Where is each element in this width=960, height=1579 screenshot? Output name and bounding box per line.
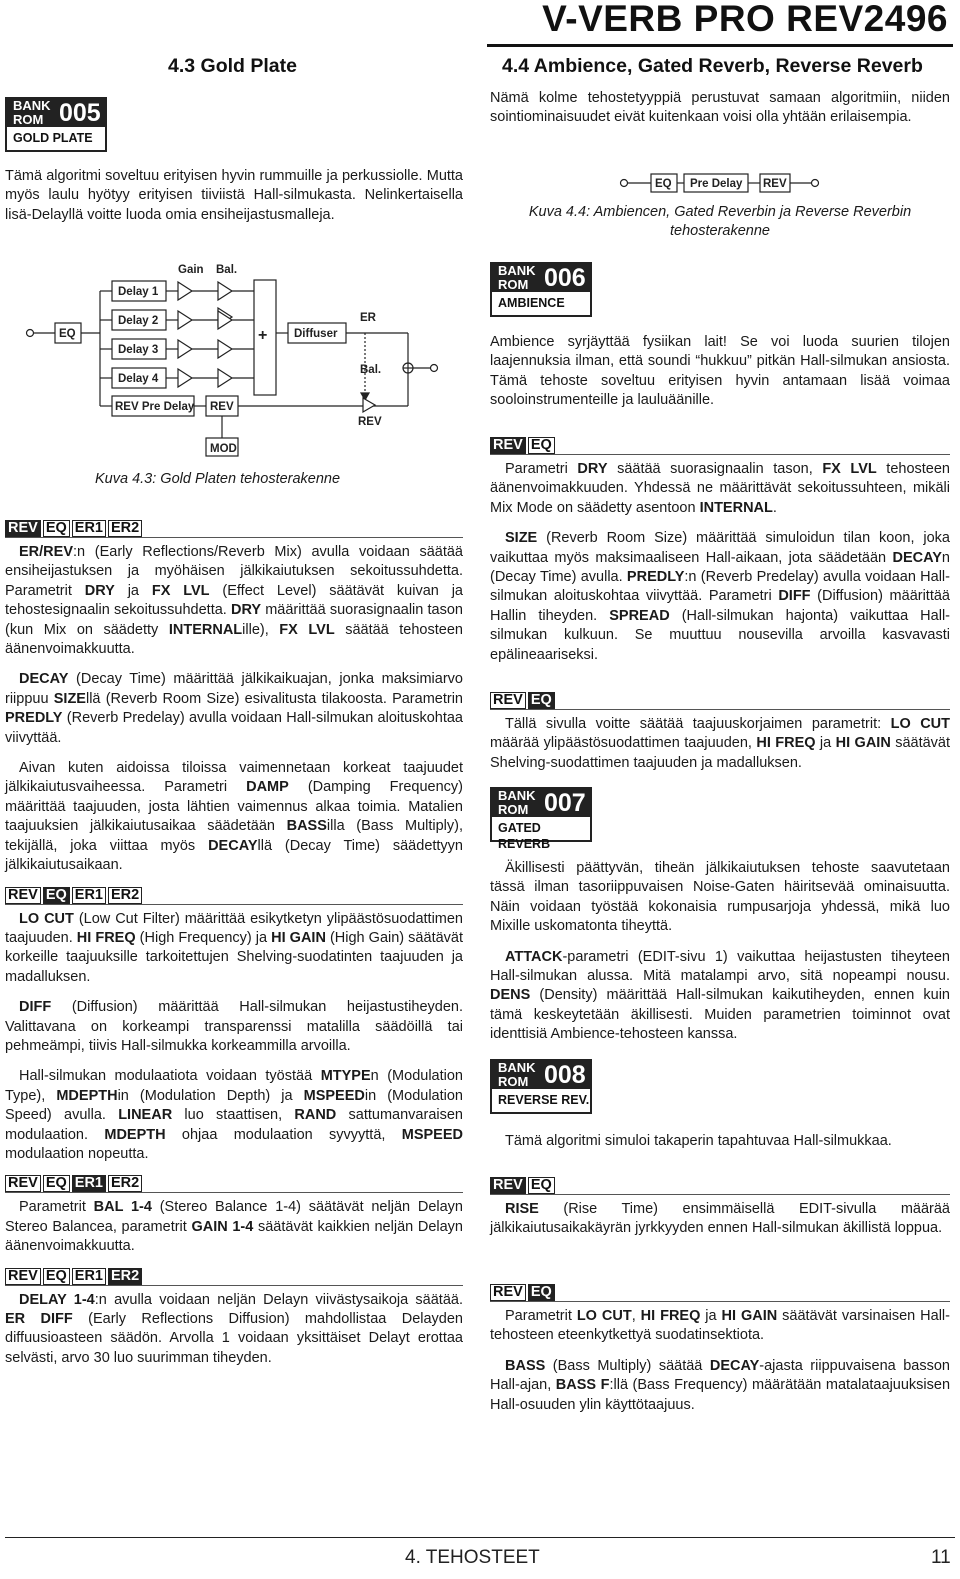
parameter-paragraph: LO CUT (Low Cut Filter) määrittää esikytketyn ylipäästösuodattimen taajuuden. HI FREQ (High Frequency) ja HI GAIN (High Gain) säätävät korkeille taajuuksille tarkoitettujen Shelving-suodatinten taajuuden ja madalluksen. xyxy=(5,910,463,985)
header-rule xyxy=(487,44,953,47)
bank-name: REVERSE REV. xyxy=(498,1093,590,1107)
tab-er2: ER2 xyxy=(108,1268,142,1285)
parameter-page-tabs xyxy=(490,1177,950,1194)
ambience-rev-parameters xyxy=(490,437,950,676)
bank-name: GATED REVERB xyxy=(498,821,551,851)
footer-chapter: 4. TEHOSTEET xyxy=(405,1547,540,1568)
tab-eq: EQ xyxy=(528,1284,555,1301)
bank-label: BANK xyxy=(13,98,51,113)
bank-name: GOLD PLATE xyxy=(13,131,93,145)
gain-label: Gain xyxy=(178,264,204,276)
rom-label: ROM xyxy=(498,277,529,292)
reverse-eq-parameters xyxy=(490,1284,950,1426)
tab-eq: EQ xyxy=(528,1177,555,1194)
figure-caption-4-3: Kuva 4.3: Gold Platen tehosterakenne xyxy=(95,471,341,487)
rom-label: ROM xyxy=(498,1074,529,1089)
parameter-page-tabs xyxy=(5,887,463,904)
parameter-paragraph: RISE (Rise Time) ensimmäisellä EDIT-sivulla määrää jälkikaiutusaikakäyrän jyrkkyyden ennen Hall-silmukan äkillistä loppua. xyxy=(490,1201,950,1237)
mod-label: MOD xyxy=(210,443,237,455)
gated-paragraph: Äkillisesti päättyvän, tiheän jälkikaiutuksen tehoste saavutetaan tässä ilman tasoriippuvaisen Noise-Gaten häiritsevää ominaisuutta. Näin voidaan työstää kokonaisia rumpusarjoja yhdessä, mikä luo Mixille uskomatonta tiheyttä. xyxy=(490,860,950,935)
bank-number: 006 xyxy=(544,264,586,292)
tab-eq: EQ xyxy=(528,692,555,709)
bank-label: BANK xyxy=(498,788,536,803)
tab-eq: EQ xyxy=(43,1175,70,1192)
tab-er2: ER2 xyxy=(108,887,142,904)
parameter-block xyxy=(5,1175,463,1256)
tab-rev: REV xyxy=(5,1268,41,1285)
section-title-gold-plate: 4.3 Gold Plate xyxy=(168,55,297,77)
tab-rev: REV xyxy=(490,437,526,454)
tab-rev: REV xyxy=(5,887,41,904)
rom-label: ROM xyxy=(13,112,44,127)
rev-block-label: REV xyxy=(210,401,234,413)
tab-rule xyxy=(490,454,950,455)
parameter-paragraph: Parametri DRY säätää suorasignaalin tason, FX LVL tehosteen äänenvoimakkuuden. Yhdessä ne määrittävät sekoitussuhteen, mikäli Mix Mode on säädetty asentoon INTERNAL. xyxy=(490,461,950,516)
reverse-rev-parameters xyxy=(490,1177,950,1250)
ambience-intro: Ambience syrjäyttää fysiikan lait! Se voi luoda suurien tilojen laajennuksia ilman, että soundi “hukkuu” pitkän Hall-silmukan ansiosta. Tämä tehoste soveltuu erityisen hyvin antamaan lisää voimaa sooloinstrumenteille ja lauluäänille. xyxy=(490,334,950,409)
rev-out-label: REV xyxy=(358,416,382,428)
tab-rev: REV xyxy=(5,520,41,537)
tab-rev: REV xyxy=(5,1175,41,1192)
gated-reverb-text xyxy=(490,859,950,1056)
tab-er1: ER1 xyxy=(72,887,106,904)
tab-rule xyxy=(490,709,950,710)
gated-paragraph: ATTACK-parametri (EDIT-sivu 1) vaikuttaa heijastusten tiheyteen Hall-silmukan alussa. Mitä matalampi arvo, sitä nopeampi nousu. DENS (Density) määrittää Hall-silmukan kaikutiheyden, ennen kuin tämä keskeytetään äkillisesti. Muiden parametrien toiminnot ovat identtisiä Ambience-tehosteen kanssa. xyxy=(490,948,950,1043)
gold-plate-parameters xyxy=(5,520,463,1379)
chain-eq-label: EQ xyxy=(655,178,672,190)
parameter-page-tabs xyxy=(5,1268,463,1285)
parameter-paragraph: Parametrit BAL 1-4 (Stereo Balance 1-4) säätävät neljän Delayn Stereo Balancea, parametrit GAIN 1-4 säätävät kaikkien neljän Delayn äänenvoimakkuutta. xyxy=(5,1199,463,1255)
footer-page-number: 11 xyxy=(931,1547,951,1568)
bank-number: 007 xyxy=(544,789,586,817)
tab-eq: EQ xyxy=(43,887,70,904)
delay3-label: Delay 3 xyxy=(118,344,159,356)
parameter-paragraph: Tällä sivulla voitte säätää taajuuskorjaimen parametrit: LO CUT määrää ylipäästösuodattimen taajuuden, HI FREQ ja HI GAIN säätävät Shelving-suodattimen taajuuden ja madalluksen. xyxy=(490,716,951,771)
gold-plate-intro: Tämä algoritmi soveltuu erityisen hyvin rummuille ja perkussiolle. Mutta myös laulu hyötyy erityisen tiiviistä Hall-silmukasta. Nelinkertaisella lisä-Delayllä voitte luoda omia ensiheijastusmalleja. xyxy=(5,168,463,223)
parameter-paragraph: DECAY (Decay Time) määrittää jälkikaikuajan, jonka maksimiarvo riippuu SIZEllä (Reverb Room Size) esivalitusta tilakoosta. Parametrin PREDLY (Reverb Predelay) avulla voidaan Hall-silmukan aloituskohtaa viivyttää. xyxy=(5,671,463,746)
figure-caption-4-4: Kuva 4.4: Ambiencen, Gated Reverbin ja Reverse Reverbin tehosterakenne xyxy=(528,204,912,240)
parameter-paragraph: DELAY 1-4:n avulla voidaan neljän Delayn viivästysaikoja säätää. ER DIFF (Early Reflections Diffusion) mahdollistaa Delayden diffuusioasteen säädön. Arvolla 1 voidaan yksittäiset Delayt erottaa selvästi, arvo 30 luo suurimman tiheyden. xyxy=(5,1291,464,1366)
tab-eq: EQ xyxy=(43,520,70,537)
tab-rule xyxy=(5,537,463,538)
tab-er1: ER1 xyxy=(72,1175,106,1192)
ambience-chain-diagram xyxy=(618,171,824,195)
tab-rev: REV xyxy=(490,692,526,709)
bank-label: BANK xyxy=(498,1060,536,1075)
bank-badge-008 xyxy=(490,1059,592,1114)
delay4-label: Delay 4 xyxy=(118,373,159,385)
bank-number: 005 xyxy=(59,99,101,127)
tab-er1: ER1 xyxy=(72,1268,106,1285)
ambience-eq-parameters xyxy=(490,692,950,784)
tab-er2: ER2 xyxy=(108,1175,142,1192)
bal2-label: Bal. xyxy=(360,364,382,376)
footer-rule xyxy=(5,1537,955,1538)
parameter-page-tabs xyxy=(490,692,950,709)
bank-name: AMBIENCE xyxy=(498,296,565,310)
tab-rule xyxy=(490,1194,950,1195)
tab-rule xyxy=(5,904,463,905)
parameter-paragraph: ER/REV:n (Early Reflections/Reverb Mix) avulla voidaan säätää ensiheijastuksen ja myöhäisen jälkikaiutuksen sekoitussuhdetta. Parametrit DRY ja FX LVL (Effect Level) säätävät kuivan ja tehostesignaalin sekoitussuhdetta. DRY määrittää suorasignaalin tason (kun Mix on säädetty INTERNALille), FX LVL säätää tehosteen äänenvoimakkuutta. xyxy=(5,544,463,658)
tab-rev: REV xyxy=(490,1284,526,1301)
bank-badge-006 xyxy=(490,262,592,317)
chain-pre-delay-label: Pre Delay xyxy=(690,178,743,190)
reverse-intro: Tämä algoritmi simuloi takaperin tapahtuvaa Hall-silmukkaa. xyxy=(505,1133,892,1149)
parameter-block xyxy=(5,887,463,1165)
parameter-page-tabs xyxy=(5,1175,463,1192)
parameter-page-tabs xyxy=(5,520,463,537)
tab-eq: EQ xyxy=(43,1268,70,1285)
chain-rev-label: REV xyxy=(763,178,787,190)
ambience-section-intro: Nämä kolme tehostetyyppiä perustuvat samaan algoritmiin, niiden sointiominaisuudet eivät kuitenkaan voisi olla yhtään erilaisempia. xyxy=(490,90,950,126)
delay2-label: Delay 2 xyxy=(118,315,159,327)
parameter-paragraph: DIFF (Diffusion) määrittää Hall-silmukan heijastustiheyden. Valittavana on korkeampi transparenssi matalilla säädöillä tai pehmeämpi, tiivis Hall-silmukka korkeammilla arvoilla. xyxy=(5,999,463,1054)
rom-label: ROM xyxy=(498,802,529,817)
parameter-block xyxy=(5,1268,463,1369)
eq-block-label: EQ xyxy=(59,328,76,340)
tab-er2: ER2 xyxy=(108,520,142,537)
parameter-paragraph: Hall-silmukan modulaatiota voidaan työstää MTYPEn (Modulation Type), MDEPTHin (Modulation Depth) ja MSPEEDin (Modulation Speed) avulla. LINEAR luo staattisen, RAND sattumanvaraisen modulaation. MDEPTH ohjaa modulaation syvyyttä, MSPEED modulaation nopeutta. xyxy=(5,1068,463,1162)
parameter-paragraph: SIZE (Reverb Room Size) määrittää simuloidun tilan koon, joka vaikuttaa myös maksimaaliseen Hall-aikaan, jota säädetään DECAYn (Decay Time) avulla. PREDLY:n (Reverb Predelay) avulla voidaan Hall-silmukan aloituskohtaa viivyttää. Parametri DIFF (Diffusion) määrittää Hallin tiheyden. SPREAD (Hall-silmukan hajonta) vaikuttaa Hall-silmukan kulkuun. Se muuttuu nousevilla arvoilla kasvavasti epälineaariseksi. xyxy=(490,530,950,663)
tab-rule xyxy=(5,1285,463,1286)
delay1-label: Delay 1 xyxy=(118,286,159,298)
bal-label: Bal. xyxy=(216,264,238,276)
rev-pre-delay-label: REV Pre Delay xyxy=(115,401,195,413)
bank-number: 008 xyxy=(544,1061,586,1089)
plus-label: + xyxy=(258,327,268,344)
parameter-paragraph: BASS (Bass Multiply) säätää DECAY-ajasta riippuvaisena basson Hall-ajan, BASS F:llä (Bass Frequency) määrätään matalataajuuksisen Hall-osuuden ylin käyttötaajuus. xyxy=(490,1357,951,1413)
er-label: ER xyxy=(360,312,376,324)
parameter-block xyxy=(5,520,463,876)
tab-rule xyxy=(5,1192,463,1193)
parameter-paragraph: Parametrit LO CUT, HI FREQ ja HI GAIN säätävät varsinaisen Hall-tehosteen eteenkytkettyä suodatinsektiota. xyxy=(490,1308,950,1344)
tab-rule xyxy=(490,1301,950,1302)
parameter-page-tabs xyxy=(490,437,950,454)
tab-eq: EQ xyxy=(528,437,555,454)
bank-label: BANK xyxy=(498,263,536,278)
section-title-ambience: 4.4 Ambience, Gated Reverb, Reverse Reverb xyxy=(502,55,923,77)
parameter-page-tabs xyxy=(490,1284,950,1301)
parameter-paragraph: Aivan kuten aidoissa tiloissa vaimennetaan korkeat taajuudet jälkikaiutusvaiheessa. Parametri DAMP (Damping Frequency) määrittää taajuuden, josta lähtien vaimennus alkaa toimia. Matalien taajuuksien jälkikaiutusaikaa säädetään BASSilla (Bass Multiply), tekijällä, joka viittaa myös DECAYllä (Decay Time) säädettyyn jälkikaiutusaikaan. xyxy=(5,760,464,874)
tab-rev: REV xyxy=(490,1177,526,1194)
bank-badge-005 xyxy=(5,97,107,152)
bank-badge-007 xyxy=(490,787,592,851)
diffuser-label: Diffuser xyxy=(294,328,338,340)
header-title: V-VERB PRO REV2496 xyxy=(542,0,948,39)
tab-er1: ER1 xyxy=(72,520,106,537)
gold-plate-diagram xyxy=(20,258,450,462)
